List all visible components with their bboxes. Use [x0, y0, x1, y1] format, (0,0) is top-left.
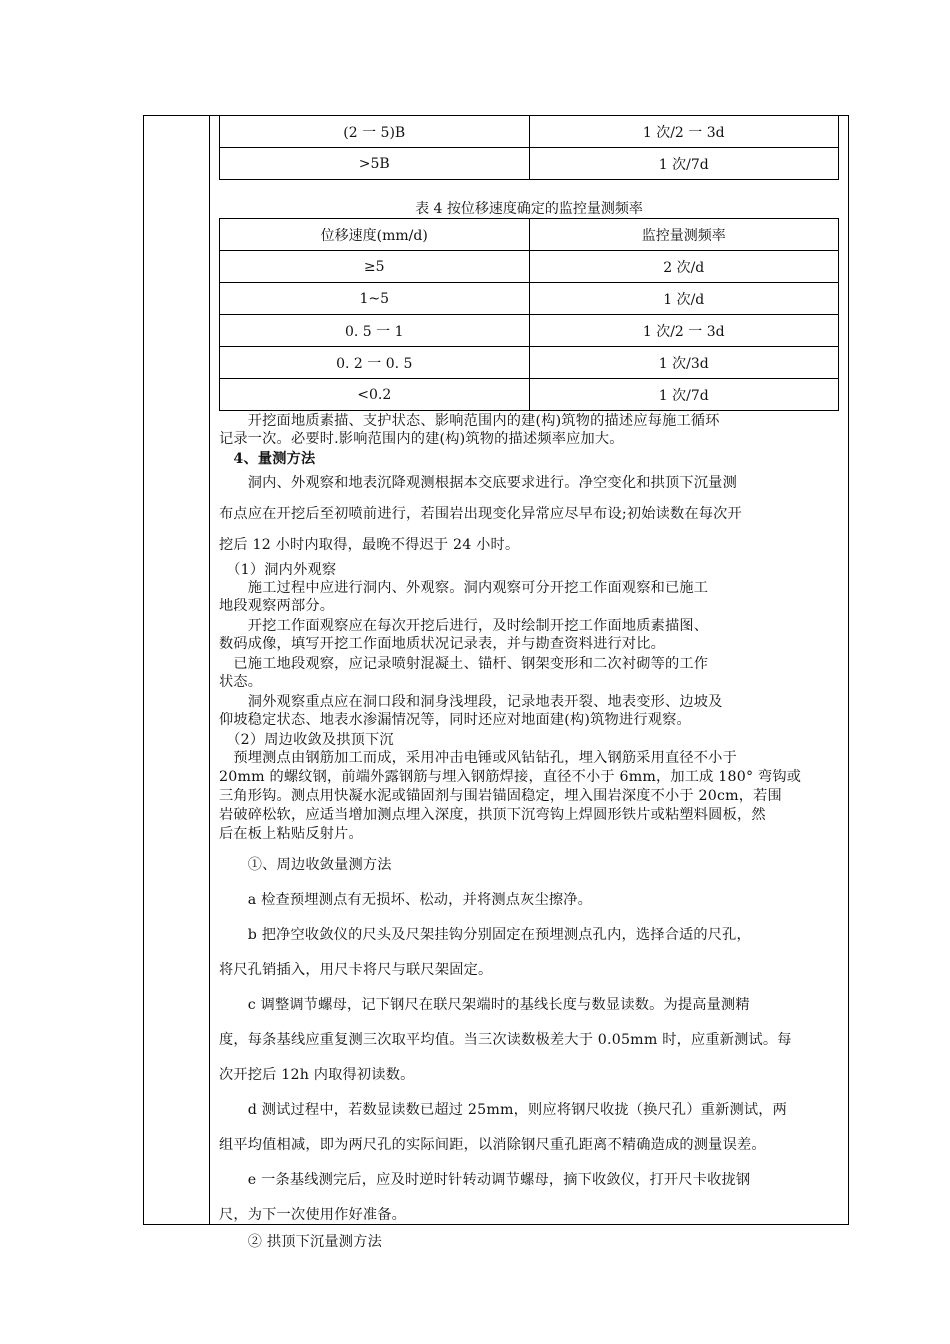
item-heading: ② 拱顶下沉量测方法	[219, 1234, 382, 1250]
text-line: 仰坡稳定状态、地表水渗漏情况等，同时还应对地面建(构)筑物进行观察。	[219, 712, 691, 728]
content-column	[219, 115, 839, 1251]
table-4-caption: 表 4 按位移速度确定的监控量测频率	[415, 201, 643, 217]
table-cell: 2 次/d	[529, 251, 839, 283]
item-heading: ①、周边收敛量测方法	[219, 857, 392, 873]
table-cell: >5B	[220, 148, 530, 180]
text-line: 洞内、外观察和地表沉降观测根据本交底要求进行。净空变化和拱顶下沉量测	[219, 475, 737, 491]
text-line: 预埋测点由钢筋加工而成，采用冲击电锤或风钻钻孔，埋入钢筋采用直径不小于	[219, 750, 737, 766]
table-cell: 1 次/d	[529, 283, 839, 315]
text-line: e 一条基线测完后，应及时逆时针转动调节螺母，摘下收敛仪，打开尺卡收拢钢	[219, 1172, 751, 1188]
subsection-heading: （2）周边收敛及拱顶下沉	[219, 732, 394, 748]
text-line: 挖后 12 小时内取得，最晚不得迟于 24 小时。	[219, 537, 520, 553]
text-line: 20mm 的螺纹钢，前端外露钢筋与埋入钢筋焊接，直径不小于 6mm，加工成 180° 弯钩或	[219, 769, 802, 785]
observation-section	[219, 561, 839, 749]
text-line: d 测试过程中，若数显读数已超过 25mm，则应将钢尺收拢（换尺孔）重新测试，两	[219, 1102, 788, 1118]
table-cell: 1 次/2 一 3d	[529, 116, 839, 148]
text-line: 记录一次。必要时.影响范围内的建(构)筑物的描述频率应加大。	[219, 431, 624, 447]
table-row	[220, 379, 839, 411]
table-cell: 1 次/7d	[529, 148, 839, 180]
text-line: 次开挖后 12h 内取得初读数。	[219, 1067, 415, 1083]
text-line: 状态。	[219, 674, 263, 690]
text-line: 后在板上粘贴反射片。	[219, 826, 363, 842]
table-cell: (2 一 5)B	[220, 116, 530, 148]
table-cell: 1~5	[220, 283, 530, 315]
text-line: 数码成像，填写开挖工作面地质状况记录表，并与勘查资料进行对比。	[219, 636, 666, 652]
text-line: 组平均值相减，即为两尺孔的实际间距，以消除钢尺重孔距离不精确造成的测量误差。	[219, 1137, 766, 1153]
table-row	[220, 347, 839, 379]
method-paragraph	[219, 468, 839, 561]
convergence-method	[219, 848, 839, 1233]
table-row	[220, 251, 839, 283]
text-line: 布点应在开挖后至初喷前进行，若围岩出现变化异常应尽早布设;初始读数在每次开	[219, 506, 742, 522]
text-line: c 调整调节螺母，记下钢尺在联尺架端时的基线长度与数显读数。为提高量测精	[219, 997, 750, 1013]
table-cell: 1 次/2 一 3d	[529, 315, 839, 347]
table-cell: <0.2	[220, 379, 530, 411]
table-cell: ≥5	[220, 251, 530, 283]
text-line: 洞外观察重点应在洞口段和洞身浅埋段，记录地表开裂、地表变形、边坡及	[219, 694, 723, 710]
column-header: 位移速度(mm/d)	[220, 219, 530, 251]
text-line: 已施工地段观察，应记录喷射混凝土、锚杆、钢架变形和二次衬砌等的工作	[219, 656, 709, 672]
sketch-paragraph	[219, 412, 839, 448]
table-row	[220, 116, 839, 148]
table-header-row	[220, 219, 839, 251]
table-cell: 0. 5 一 1	[220, 315, 530, 347]
text-line: 尺，为下一次使用作好准备。	[219, 1207, 407, 1223]
text-line: a 检查预埋测点有无损坏、松动，并将测点灰尘擦净。	[219, 892, 593, 908]
table-row	[220, 283, 839, 315]
column-divider	[209, 115, 210, 1225]
section-heading: 4、量测方法	[219, 451, 316, 467]
text-line: 岩破碎松软，应适当增加测点埋入深度，拱顶下沉弯钩上焊圆形铁片或粘塑料圆板，然	[219, 807, 766, 823]
table-3-continued	[219, 115, 839, 180]
text-line: 施工过程中应进行洞内、外观察。洞内观察可分开挖工作面观察和已施工	[219, 580, 709, 596]
text-line: 将尺孔销插入，用尺卡将尺与联尺架固定。	[219, 962, 493, 978]
text-line: b 把净空收敛仪的尺头及尺架挂钩分别固定在预埋测点孔内，选择合适的尺孔，	[219, 927, 751, 943]
column-header: 监控量测频率	[529, 219, 839, 251]
table-cell: 1 次/7d	[529, 379, 839, 411]
text-line: 开挖面地质素描、支护状态、影响范围内的建(构)筑物的描述应每施工循环	[219, 413, 720, 429]
table-cell: 1 次/3d	[529, 347, 839, 379]
text-line: 度，每条基线应重复测三次取平均值。当三次读数极差大于 0.05mm 时，应重新测试。每	[219, 1032, 792, 1048]
subsection-heading: （1）洞内外观察	[219, 562, 337, 578]
text-line: 地段观察两部分。	[219, 598, 335, 614]
text-line: 开挖工作面观察应在每次开挖后进行，及时绘制开挖工作面地质素描图、	[219, 618, 709, 634]
text-line: 三角形钩。测点用快凝水泥或锚固剂与围岩锚固稳定，埋入围岩深度不小于 20cm，若围	[219, 788, 782, 804]
table-cell: 0. 2 一 0. 5	[220, 347, 530, 379]
embed-point-paragraph	[219, 749, 839, 844]
table-4	[219, 218, 839, 411]
table-row	[220, 315, 839, 347]
table-row	[220, 148, 839, 180]
